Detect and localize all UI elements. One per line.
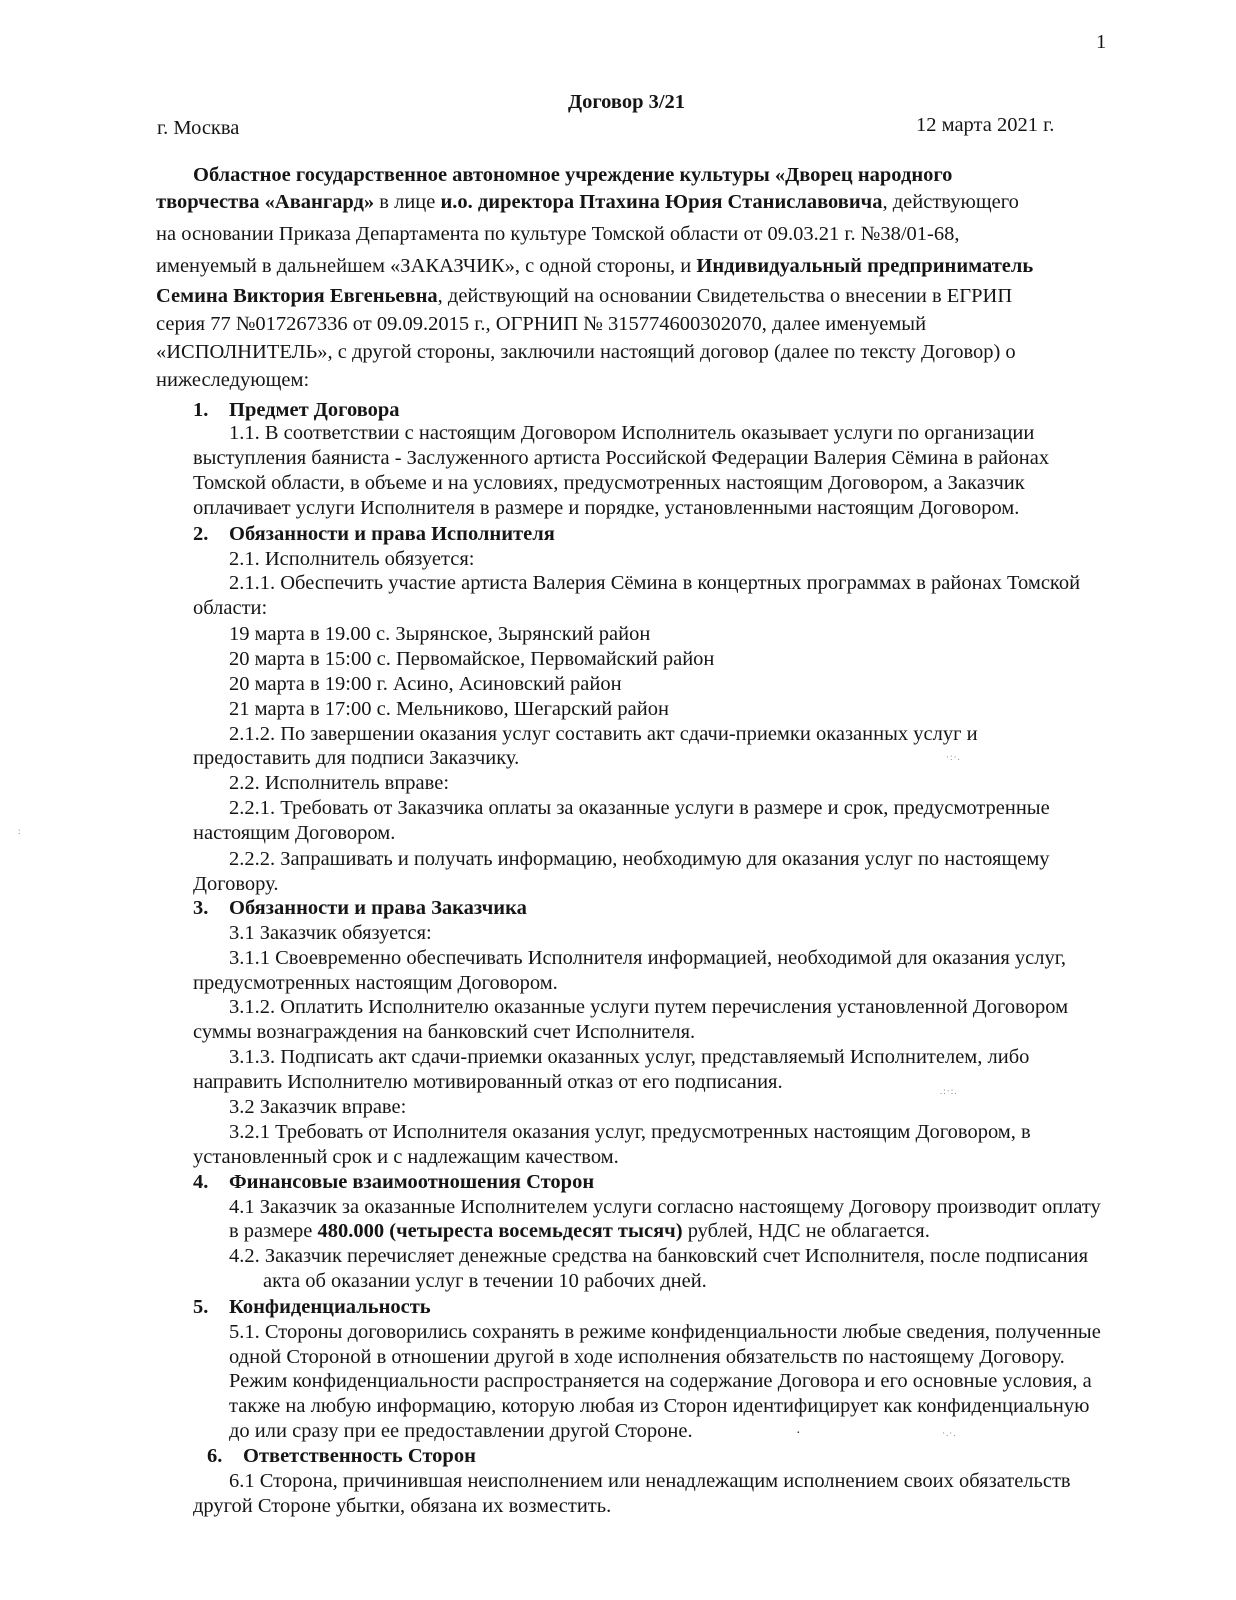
section-line: 3.1.1 Своевременно обеспечивать Исполнителя информацией, необходимой для оказания услуг, [229,947,1066,969]
section-heading: 4. Финансовые взаимоотношения Сторон [193,1171,595,1193]
contractor-name: Семина Виктория Евгеньевна [156,285,438,307]
section-line: 4.2. Заказчик перечисляет денежные средства на банковский счет Исполнителя, после подписания [229,1245,1089,1267]
section-line: 3.1.3. Подписать акт сдачи-приемки оказанных услуг, представляемый Исполнителем, либо [229,1046,1030,1068]
concert-item: 19 марта в 19.00 с. Зырянское, Зырянский район [229,623,651,645]
document-title: Договор 3/21 [568,91,686,113]
section-line: 3.1 Заказчик обязуется: [229,922,432,944]
section-heading: 5. Конфиденциальность [193,1296,431,1318]
section-line: суммы вознаграждения на банковский счет Исполнителя. [193,1021,696,1043]
contractor-type: Индивидуальный предприниматель [696,255,1034,277]
section-line: 2.2. Исполнитель вправе: [229,772,450,794]
preamble-line: серия 77 №017267336 от 09.09.2015 г., ОГРНИП № 315774600302070, далее именуемый [156,313,927,335]
section-line: области: [193,597,268,619]
section-line: до или сразу при ее предоставлении другой Стороне. [229,1420,693,1442]
preamble-line: Областное государственное автономное учреждение культуры «Дворец народного [193,164,953,186]
payment-amount: 480.000 (четыреста восемьдесят тысяч) [317,1220,683,1242]
scan-speck: .:·:. [940,1086,958,1096]
section-heading: 3. Обязанности и права Заказчика [193,897,527,919]
section-line: направить Исполнителю мотивированный отказ от его подписания. [193,1071,783,1093]
section-line: Томской области, в объеме и на условиях, предусмотренных настоящим Договором, а Заказчик [193,472,1025,494]
concert-item: 21 марта в 17:00 с. Мельниково, Шегарский район [229,698,669,720]
contract-date: 12 марта 2021 г. [916,114,1055,136]
section-line: другой Стороне убытки, обязана их возместить. [193,1495,612,1517]
section-line: 2.1.2. По завершении оказания услуг составить акт сдачи-приемки оказанных услуг и [229,723,978,745]
section-line: 2.2.2. Запрашивать и получать информацию, необходимую для оказания услуг по настоящему [229,848,1050,870]
section-line: предусмотренных настоящим Договором. [193,972,558,994]
preamble-line: «ИСПОЛНИТЕЛЬ», с другой стороны, заключили настоящий договор (далее по тексту Договор) о [156,341,1016,363]
section-line: 6.1 Сторона, причинившая неисполнением или ненадлежащим исполнением своих обязательств [229,1470,1071,1492]
preamble-line: именуемый в дальнейшем «ЗАКАЗЧИК», с одной стороны, и Индивидуальный предприниматель [156,255,1034,277]
city: г. Москва [157,117,240,139]
preamble-line: нижеследующем: [156,369,310,391]
section-heading: 2. Обязанности и права Исполнителя [193,523,555,545]
section-line: 2.2.1. Требовать от Заказчика оплаты за оказанные услуги в размере и срок, предусмотренные [229,797,1050,819]
section-line: 4.1 Заказчик за оказанные Исполнителем услуги согласно настоящему Договору производит оплату [229,1196,1101,1218]
concert-item: 20 марта в 19:00 г. Асино, Асиновский район [229,673,622,695]
section-line: Режим конфиденциальности распространяется на содержание Договора и его основные условия, а [229,1370,1092,1392]
customer-name: творчества «Авангард» [156,191,375,213]
section-line: 3.1.2. Оплатить Исполнителю оказанные услуги путем перечисления установленной Договором [229,996,1069,1018]
scan-speck: ·:·. [946,752,961,762]
scan-speck: : [18,826,22,836]
page-number: 1 [1096,31,1107,53]
section-line: одной Стороной в отношении другой в ходе исполнения обязательств по настоящему Договору. [229,1346,1065,1368]
section-line: настоящим Договором. [193,822,396,844]
section-line: Договору. [193,873,279,895]
section-line: также на любую информацию, которую любая из Сторон идентифицирует как конфиденциальную [229,1395,1090,1417]
section-line: 1.1. В соответствии с настоящим Договором Исполнитель оказывает услуги по организации [229,422,1035,444]
scan-speck: ·.·. [942,1428,957,1438]
section-line: 2.1. Исполнитель обязуется: [229,548,475,570]
section-line: 2.1.1. Обеспечить участие артиста Валерия Сёмина в концертных программах в районах Томской [229,572,1081,594]
section-line: предоставить для подписи Заказчику. [193,747,520,769]
concert-item: 20 марта в 15:00 с. Первомайское, Первомайский район [229,648,715,670]
section-line: в размере 480.000 (четыреста восемьдесят тысяч) рублей, НДС не облагается. [229,1220,930,1242]
section-line: выступления баяниста - Заслуженного артиста Российской Федерации Валерия Сёмина в районах [193,447,1050,469]
section-line: установленный срок и с надлежащим качеством. [193,1146,619,1168]
section-line: 3.2.1 Требовать от Исполнителя оказания услуг, предусмотренных настоящим Договором, в [229,1121,1031,1143]
section-line: 5.1. Стороны договорились сохранять в режиме конфиденциальности любые сведения, полученные [229,1321,1101,1343]
preamble-line: творчества «Авангард» в лице и.о. директора Птахина Юрия Станиславовича, действующего [156,191,1019,213]
section-line: оплачивает услуги Исполнителя в размере и порядке, установленными настоящим Договором. [193,497,1020,519]
preamble-line: Семина Виктория Евгеньевна, действующий на основании Свидетельства о внесении в ЕГРИП [156,285,1013,307]
section-heading: 1. Предмет Договора [193,399,400,421]
scan-speck: · [796,1426,802,1441]
section-heading: 6. Ответственность Сторон [207,1445,476,1467]
preamble-line: на основании Приказа Департамента по культуре Томской области от 09.03.21 г. №38/01-68, [156,223,960,245]
section-line: акта об оказании услуг в течении 10 рабочих дней. [263,1270,707,1292]
section-line: 3.2 Заказчик вправе: [229,1096,407,1118]
customer-director: и.о. директора Птахина Юрия Станиславовича [440,191,883,213]
